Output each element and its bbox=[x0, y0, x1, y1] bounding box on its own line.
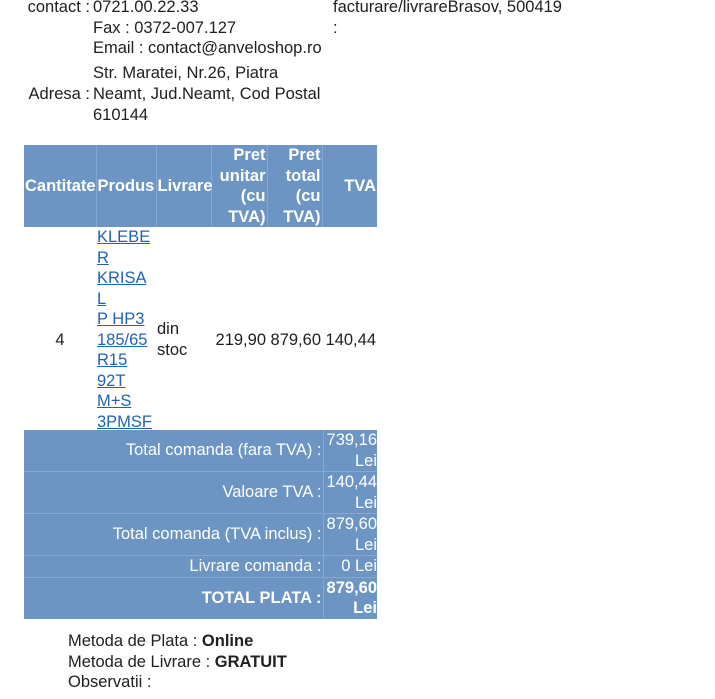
payment-method bbox=[68, 631, 287, 652]
header-unit-price-l4: TVA) bbox=[228, 207, 266, 226]
totals-gross-amount: 879,60 Lei bbox=[323, 514, 377, 556]
row-delivery-l2: stoc bbox=[157, 340, 188, 359]
table-row bbox=[24, 227, 377, 453]
row-delivery bbox=[156, 227, 211, 453]
header-vat: TVA bbox=[322, 145, 377, 227]
row-unit-price: 219,90 bbox=[215, 330, 266, 349]
header-qty: Cantitate bbox=[24, 145, 96, 227]
totals-row-net bbox=[24, 430, 377, 472]
header-product: Produs bbox=[96, 145, 156, 227]
contact-fax: Fax : 0372-007.127 bbox=[93, 18, 237, 37]
header-unit-price-l2: unitar bbox=[219, 166, 266, 185]
header-total-price-l2: total bbox=[285, 166, 321, 185]
header-unit-price bbox=[211, 145, 267, 227]
header-total-price-l3: (cu bbox=[295, 187, 321, 205]
header-delivery: Livrare bbox=[156, 145, 211, 227]
totals-grand-amount: 879,60 Lei bbox=[323, 577, 377, 619]
header-total-price-l4: TVA) bbox=[283, 207, 321, 226]
totals-table bbox=[24, 430, 377, 619]
payment-method-value: Online bbox=[201, 632, 254, 650]
header-total-price-l1: Pret bbox=[288, 146, 321, 164]
order-table-header bbox=[24, 145, 377, 227]
totals-row-gross bbox=[24, 514, 377, 556]
product-link[interactable]: KLEBE R KRISAL P HP3 185/65 R15 92T M+S 3PMSF bbox=[97, 228, 153, 431]
row-product bbox=[96, 227, 156, 453]
billing-address: facturare/livrareBrasov, 500419 bbox=[333, 0, 562, 16]
header-unit-price-l1: Pret bbox=[233, 146, 266, 164]
row-qty: 4 bbox=[55, 330, 65, 349]
row-vat: 140,44 bbox=[325, 330, 376, 349]
notes: Observatii : bbox=[68, 673, 152, 691]
payment-method-label: Metoda de Plata : bbox=[68, 632, 202, 650]
totals-row-shipping bbox=[24, 556, 377, 578]
contact-email: Email : contact@anveloshop.ro bbox=[93, 39, 322, 57]
totals-row-grand bbox=[24, 577, 377, 619]
totals-grand-label: TOTAL PLATA : bbox=[201, 588, 322, 607]
address-label: Adresa : bbox=[28, 85, 90, 103]
address-line-1: Str. Maratei, Nr.26, Piatra bbox=[93, 64, 279, 82]
contact-label: contact : bbox=[27, 0, 90, 16]
totals-row-vat bbox=[24, 472, 377, 514]
totals-shipping-label: Livrare comanda : bbox=[24, 556, 323, 578]
order-table bbox=[24, 145, 377, 453]
contact-phone: 0721.00.22.33 bbox=[93, 0, 199, 16]
totals-shipping-amount: 0 Lei bbox=[323, 556, 377, 578]
order-footer bbox=[68, 631, 287, 693]
delivery-method-label: Metoda de Livrare : bbox=[68, 652, 215, 671]
header-total-price bbox=[267, 145, 322, 227]
billing-colon: : bbox=[333, 18, 338, 37]
totals-gross-label: Total comanda (TVA inclus) : bbox=[24, 514, 323, 556]
delivery-method bbox=[68, 652, 287, 673]
address-line-3: 610144 bbox=[93, 105, 149, 124]
totals-vat-label: Valoare TVA : bbox=[24, 472, 323, 514]
delivery-method-value: GRATUIT bbox=[214, 652, 287, 671]
row-total-price: 879,60 bbox=[270, 330, 321, 349]
totals-net-label: Total comanda (fara TVA) : bbox=[24, 430, 323, 472]
header-unit-price-l3: (cu bbox=[240, 187, 266, 205]
totals-vat-amount: 140,44 Lei bbox=[323, 472, 377, 514]
address-line-2: Neamt, Jud.Neamt, Cod Postal bbox=[93, 85, 321, 103]
totals-net-amount: 739,16 Lei bbox=[323, 430, 377, 472]
row-delivery-l1: din bbox=[157, 320, 180, 339]
